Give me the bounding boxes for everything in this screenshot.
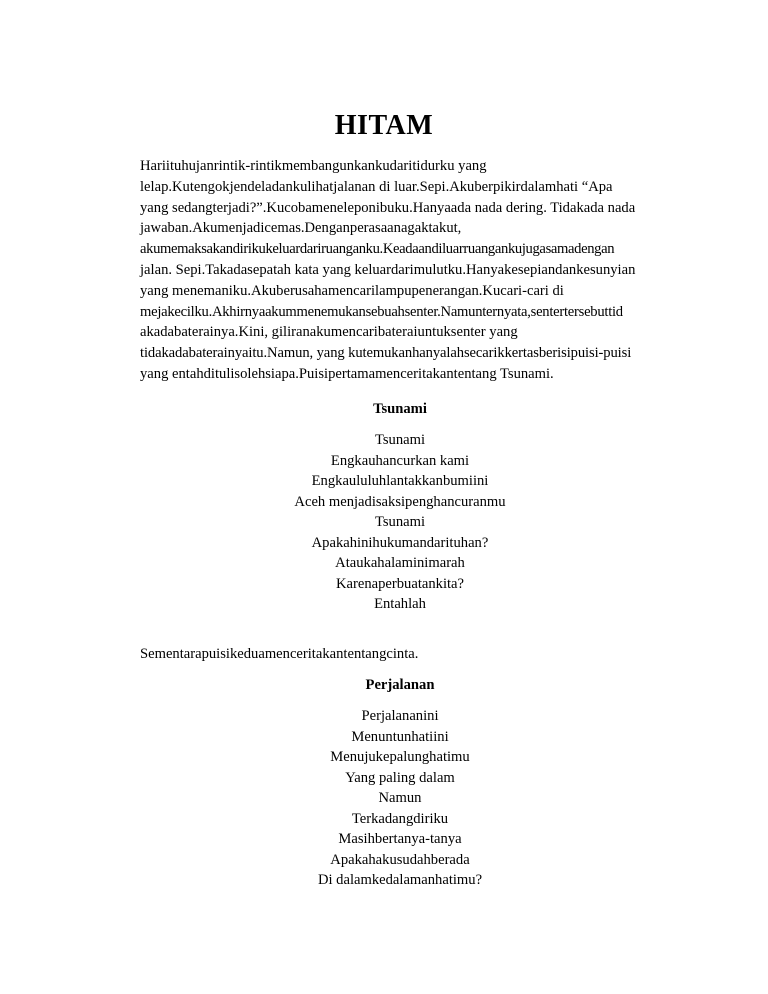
poem-line: Terkadangdiriku: [351, 810, 449, 827]
poem-perjalanan: [0, 706, 768, 891]
intro-line: jalan. Sepi.Takadasepatah kata yang keluardarimulutku.Hanyakesepiandankesunyian: [140, 261, 636, 278]
poem-line: Masihbertanya-tanya: [338, 831, 462, 847]
intro-line: akadabaterainya.Kini, giliranakumencaribateraiuntuksenter yang: [140, 324, 518, 341]
poem-line: Menujukepalunghatimu: [330, 749, 470, 765]
poem-line: Di dalamkedalamanhatimu?: [317, 872, 483, 888]
intro-line: yang entahditulisolehsiapa.Puisipertamamenceritakantentang Tsunami.: [140, 365, 554, 382]
poem-line: Engkaululuhlantakkanbumiini: [311, 473, 489, 489]
intro-line: Hariituhujanrintik-rintikmembangunkankudaritidurku yang: [140, 158, 487, 174]
poem-line: Engkauhancurkan kami: [330, 452, 470, 469]
poem-line: Perjalananini: [361, 708, 439, 724]
page-title: HITAM: [334, 110, 434, 141]
intro-paragraph: [140, 156, 668, 385]
poem-line: Tsunami: [374, 432, 426, 448]
intro-line: tidakadabaterainyaitu.Namun, yang kutemukanhanyalahsecarikkertasberisipuisi-puisi: [140, 345, 632, 362]
poem-line: Apakahinihukumandarituhan?: [311, 534, 489, 551]
poem-tsunami: [0, 430, 768, 615]
transition-sentence: Sementarapuisikeduamenceritakantentangcinta.: [140, 646, 419, 662]
poem-line: Namun: [378, 790, 422, 806]
intro-line: mejakecilku.Akhirnyaakummenemukansebuahsenter.Namunternyata,sentertersebuttid: [140, 303, 623, 320]
poem-title-perjalanan: Perjalanan: [365, 677, 435, 693]
poem-line: Aceh menjadisaksipenghancuranmu: [294, 493, 506, 510]
poem-line: Ataukahalaminimarah: [335, 555, 465, 571]
poem-line: Menuntunhatiini: [351, 728, 449, 745]
poem-line: Tsunami: [374, 514, 426, 530]
intro-line: lelap.Kutengokjendeladankulihatjalanan di luar.Sepi.Akuberpikirdalamhati “Apa: [140, 178, 613, 195]
poem-line: Yang paling dalam: [345, 769, 455, 786]
poem-title-tsunami: Tsunami: [373, 401, 427, 417]
intro-line: jawaban.Akumenjadicemas.Denganperasaanagaktakut,: [140, 220, 462, 237]
poem-line: Karenaperbuatankita?: [335, 575, 465, 592]
poem-line: Entahlah: [374, 596, 426, 612]
poem-line: Apakahakusudahberada: [330, 851, 470, 868]
intro-line: akumemaksakandirikukeluardariruanganku.Keadaandiluarruangankujugasamadengan: [140, 241, 615, 258]
intro-line: yang sedangterjadi?”.Kucobameneleponibuku.Hanyaada nada dering. Tidakada nada: [140, 199, 636, 216]
intro-line: yang menemaniku.Akuberusahamencarilampupenerangan.Kucari-cari di: [140, 282, 564, 299]
